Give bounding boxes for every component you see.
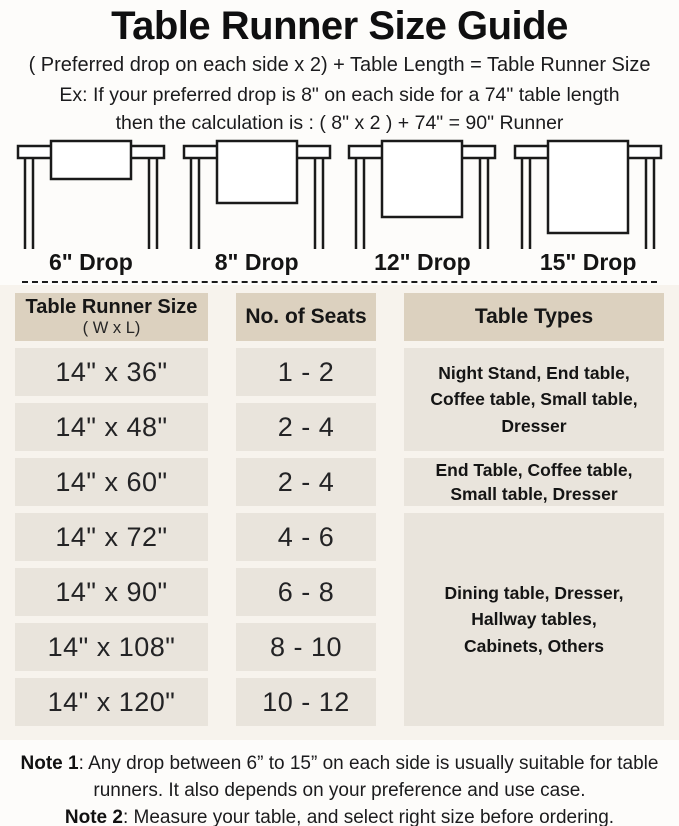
- diagram-row: [8, 139, 671, 275]
- table-runner-8-drop-icon: [182, 139, 332, 249]
- example-line-1: Ex: If your preferred drop is 8" on each side for a 74" table length: [59, 84, 620, 106]
- drop-diagrams-section: [0, 137, 679, 285]
- size-cell-row7: 14" x 120": [15, 678, 208, 726]
- header-size-line1: Table Runner Size: [25, 296, 198, 319]
- seats-cell-row2: 2 - 4: [236, 403, 376, 451]
- types-cell-group2: [404, 458, 664, 506]
- header-cell-types: Table Types: [404, 293, 664, 341]
- drop-label-15: 15" Drop: [539, 249, 637, 275]
- size-table: [0, 285, 679, 740]
- note-1-label: Note 1: [20, 753, 79, 774]
- size-cell-row4: 14" x 72": [15, 513, 208, 561]
- seats-cell-row7: 10 - 12: [236, 678, 376, 726]
- seats-cell-row4: 4 - 6: [236, 513, 376, 561]
- types-group1-text: Night Stand, End table, Coffee table, Small table, Dresser: [430, 363, 638, 436]
- diagram-8-drop: [174, 139, 340, 275]
- table-runner-12-drop-icon: [347, 139, 497, 249]
- seats-cell-row5: 6 - 8: [236, 568, 376, 616]
- drop-label-6: 6" Drop: [49, 249, 133, 275]
- seats-cell-row3: 2 - 4: [236, 458, 376, 506]
- drop-label-8: 8" Drop: [214, 249, 299, 275]
- note-2: [3, 805, 676, 826]
- hero-section: [0, 0, 679, 137]
- dashed-divider: [22, 281, 657, 283]
- page-title: Table Runner Size Guide: [111, 4, 568, 48]
- size-cell-row3: 14" x 60": [15, 458, 208, 506]
- seats-cell-row6: 8 - 10: [236, 623, 376, 671]
- header-size-line2: ( W x L): [82, 319, 141, 338]
- note-1-text: : Any drop between 6” to 15” on each side is usually suitable for table runners. It also depends on your preference and use case.: [78, 753, 659, 801]
- seats-cell-row1: 1 - 2: [236, 348, 376, 396]
- note-2-text: : Measure your table, and select right size before ordering.: [122, 806, 615, 826]
- types-group2-text: End Table, Coffee table, Small table, Dresser: [435, 459, 633, 504]
- size-cell-row5: 14" x 90": [15, 568, 208, 616]
- diagram-6-drop: [8, 139, 174, 275]
- notes-section: [0, 740, 679, 826]
- note-2-label: Note 2: [64, 806, 123, 826]
- types-cell-group1: [404, 348, 664, 451]
- diagram-12-drop: [340, 139, 506, 275]
- example-line-2: then the calculation is : ( 8" x 2 ) + 74" = 90" Runner: [115, 112, 564, 134]
- size-cell-row2: 14" x 48": [15, 403, 208, 451]
- formula-text: ( Preferred drop on each side x 2) + Table Length = Table Runner Size: [28, 54, 651, 76]
- size-cell-row6: 14" x 108": [15, 623, 208, 671]
- types-group3-text: Dining table, Dresser, Hallway tables, Cabinets, Others: [444, 583, 624, 656]
- size-cell-row1: 14" x 36": [15, 348, 208, 396]
- note-1: [3, 751, 676, 805]
- diagram-15-drop: [505, 139, 671, 275]
- header-cell-size: [15, 293, 208, 341]
- types-cell-group3: [404, 513, 664, 726]
- header-cell-seats: No. of Seats: [236, 293, 376, 341]
- table-runner-15-drop-icon: [513, 139, 663, 249]
- table-runner-6-drop-icon: [16, 139, 166, 249]
- drop-label-12: 12" Drop: [374, 249, 471, 275]
